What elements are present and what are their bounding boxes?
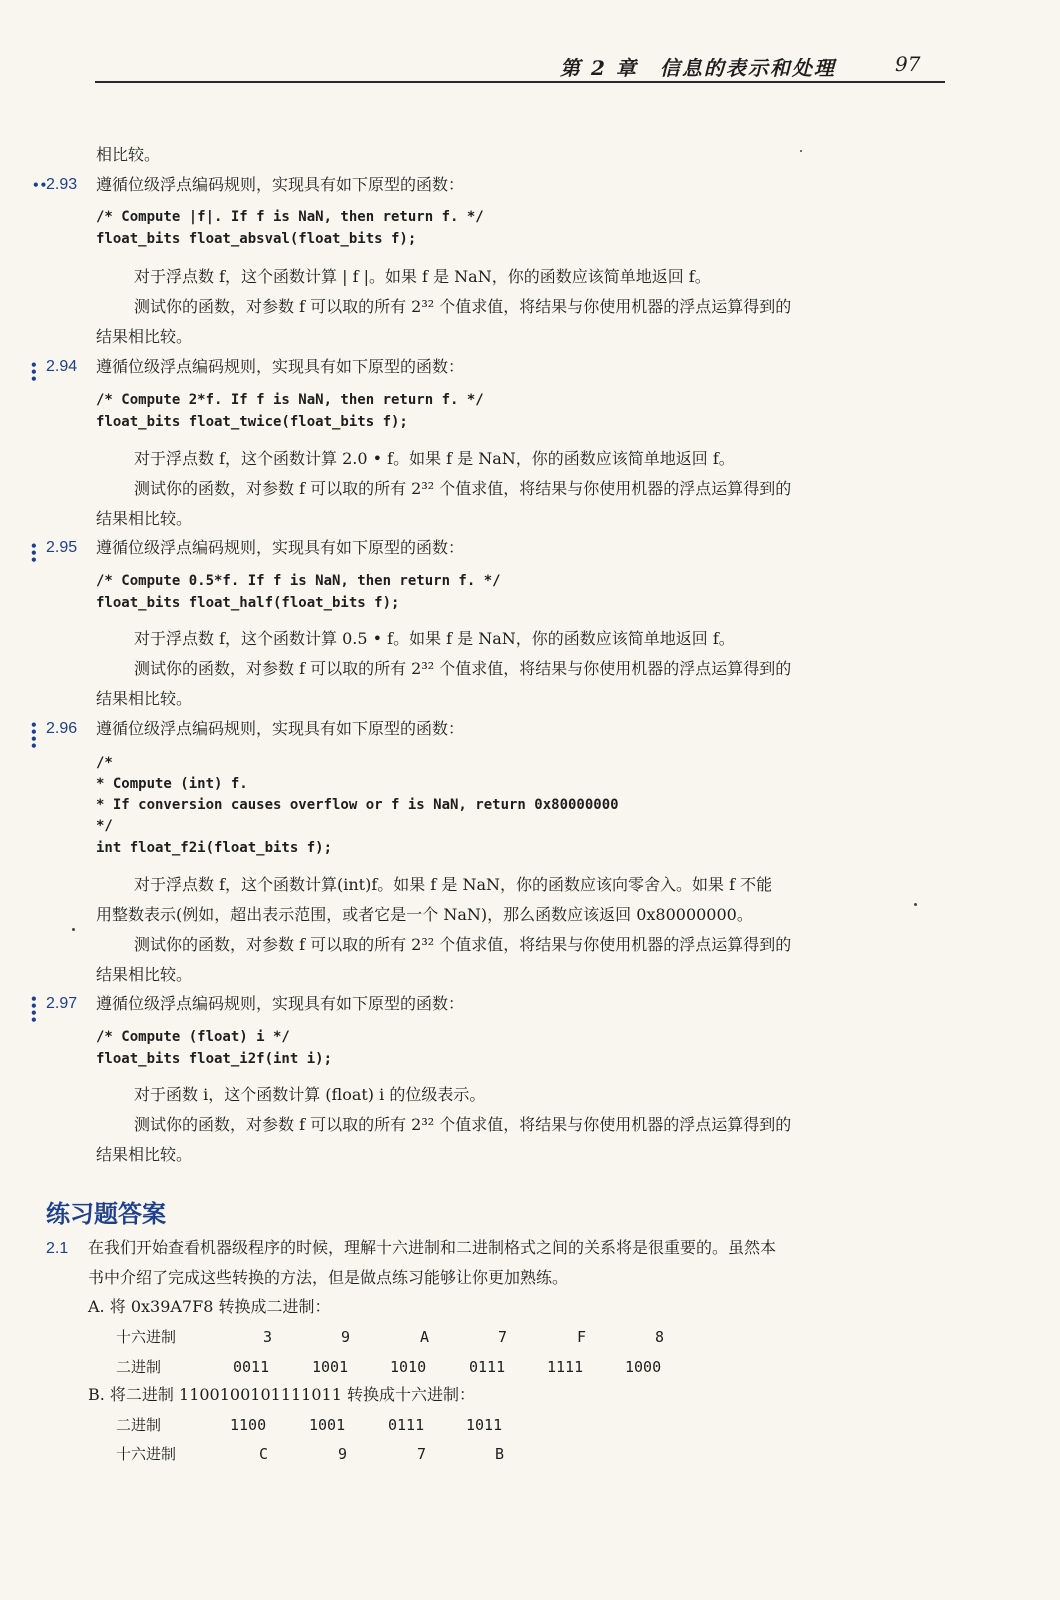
table-row-label: 二进制 <box>116 1358 162 1376</box>
problem-paragraph: 用整数表示(例如，超出表示范围，或者它是一个 NaN)，那么函数应该返回 0x80000000。 <box>96 905 753 924</box>
section-title: 练习题答案 <box>46 1201 166 1228</box>
table-row-label: 十六进制 <box>116 1328 177 1346</box>
problem-intro: 遵循位级浮点编码规则，实现具有如下原型的函数： <box>96 175 465 194</box>
problem-paragraph: 测试你的函数，对参数 f 可以取的所有 2³² 个值求值，将结果与你使用机器的浮点运算得到的 <box>134 1115 792 1134</box>
table-cell: 0111 <box>388 1416 425 1434</box>
problem-paragraph: 对于浮点数 f，这个函数计算 2.0 • f。如果 f 是 NaN，你的函数应该简单地返回 f。 <box>134 449 735 468</box>
problem-paragraph: 结果相比较。 <box>96 327 193 346</box>
problem-paragraph: 测试你的函数，对参数 f 可以取的所有 2³² 个值求值，将结果与你使用机器的浮点运算得到的 <box>134 659 792 678</box>
page-number: 97 <box>895 52 921 76</box>
problem-paragraph: 结果相比较。 <box>96 965 193 984</box>
problem-number: 2.95 <box>46 539 78 556</box>
problem-intro: 遵循位级浮点编码规则，实现具有如下原型的函数： <box>96 719 465 738</box>
table-cell: F <box>577 1328 587 1346</box>
table-cell: 3 <box>263 1328 273 1346</box>
problem-paragraph: 结果相比较。 <box>96 509 193 528</box>
problem-paragraph: 结果相比较。 <box>96 1145 193 1164</box>
code-line: /* Compute 0.5*f. If f is NaN, then return f. */ <box>96 573 501 589</box>
table-cell: 9 <box>338 1445 348 1463</box>
answer-paragraph: 在我们开始查看机器级程序的时候，理解十六进制和二进制格式之间的关系将是很重要的。虽然本 <box>88 1238 777 1257</box>
difficulty-stars: ••• <box>30 358 38 386</box>
problem-paragraph: 对于浮点数 f，这个函数计算 | f |。如果 f 是 NaN，你的函数应该简单地返回 f。 <box>134 267 711 286</box>
table-cell: 7 <box>417 1445 427 1463</box>
code-line: /* Compute (float) i */ <box>96 1029 290 1045</box>
table-cell: 1100 <box>230 1416 267 1434</box>
difficulty-stars: •••• <box>30 992 38 1027</box>
difficulty-stars: ••• <box>30 539 38 567</box>
answer-part-b: B. 将二进制 1100100101111011 转换成十六进制： <box>88 1385 475 1404</box>
header-rule <box>95 81 945 83</box>
chapter-header: 第 2 章 信息的表示和处理 <box>560 56 836 80</box>
intro-tail: 相比较。 <box>96 145 161 164</box>
table-cell: 1011 <box>466 1416 503 1434</box>
table-cell: C <box>259 1445 269 1463</box>
code-line: /* Compute |f|. If f is NaN, then return f. */ <box>96 209 484 225</box>
problem-paragraph: 测试你的函数，对参数 f 可以取的所有 2³² 个值求值，将结果与你使用机器的浮点运算得到的 <box>134 297 792 316</box>
code-line: float_bits float_absval(float_bits f); <box>96 231 417 247</box>
table-cell: 9 <box>341 1328 351 1346</box>
code-line: float_bits float_i2f(int i); <box>96 1051 333 1067</box>
code-line: * If conversion causes overflow or f is NaN, return 0x80000000 <box>96 797 619 813</box>
code-line: * Compute (int) f. <box>96 776 248 792</box>
scan-speck <box>800 150 802 152</box>
table-cell: 1001 <box>309 1416 346 1434</box>
table-cell: 1111 <box>547 1358 584 1376</box>
table-cell: 0011 <box>233 1358 270 1376</box>
table-row-label: 二进制 <box>116 1416 162 1434</box>
problem-paragraph: 对于函数 i，这个函数计算 (float) i 的位级表示。 <box>134 1085 486 1104</box>
code-line: float_bits float_twice(float_bits f); <box>96 414 408 430</box>
difficulty-stars: •••• <box>30 718 38 753</box>
code-line: */ <box>96 818 113 834</box>
problem-paragraph: 对于浮点数 f，这个函数计算(int)f。如果 f 是 NaN，你的函数应该向零舍入。如果 f 不能 <box>134 875 773 894</box>
answer-part-a: A. 将 0x39A7F8 转换成二进制： <box>88 1297 331 1316</box>
problem-number: 2.94 <box>46 358 78 375</box>
problem-number: 2.97 <box>46 995 78 1012</box>
code-line: float_bits float_half(float_bits f); <box>96 595 400 611</box>
problem-intro: 遵循位级浮点编码规则，实现具有如下原型的函数： <box>96 538 465 557</box>
code-line: /* <box>96 755 113 771</box>
answer-paragraph: 书中介绍了完成这些转换的方法，但是做点练习能够让你更加熟练。 <box>88 1268 569 1287</box>
problem-intro: 遵循位级浮点编码规则，实现具有如下原型的函数： <box>96 357 465 376</box>
table-cell: 0111 <box>469 1358 506 1376</box>
scan-speck <box>72 928 75 931</box>
problem-paragraph: 测试你的函数，对参数 f 可以取的所有 2³² 个值求值，将结果与你使用机器的浮点运算得到的 <box>134 479 792 498</box>
table-cell: 1010 <box>390 1358 427 1376</box>
problem-paragraph: 对于浮点数 f，这个函数计算 0.5 • f。如果 f 是 NaN，你的函数应该简单地返回 f。 <box>134 629 735 648</box>
table-cell: 7 <box>498 1328 508 1346</box>
difficulty-stars: •• <box>32 178 48 192</box>
table-cell: A <box>420 1328 430 1346</box>
answer-number: 2.1 <box>46 1240 69 1257</box>
code-line: int float_f2i(float_bits f); <box>96 840 333 856</box>
problem-paragraph: 结果相比较。 <box>96 689 193 708</box>
code-line: /* Compute 2*f. If f is NaN, then return f. */ <box>96 392 484 408</box>
problem-paragraph: 测试你的函数，对参数 f 可以取的所有 2³² 个值求值，将结果与你使用机器的浮点运算得到的 <box>134 935 792 954</box>
problem-intro: 遵循位级浮点编码规则，实现具有如下原型的函数： <box>96 994 465 1013</box>
scan-speck <box>914 903 917 906</box>
table-cell: B <box>495 1445 505 1463</box>
problem-number: 2.96 <box>46 720 78 737</box>
table-cell: 8 <box>655 1328 665 1346</box>
problem-number: 2.93 <box>46 176 78 193</box>
table-cell: 1000 <box>625 1358 662 1376</box>
table-row-label: 十六进制 <box>116 1445 177 1463</box>
table-cell: 1001 <box>312 1358 349 1376</box>
